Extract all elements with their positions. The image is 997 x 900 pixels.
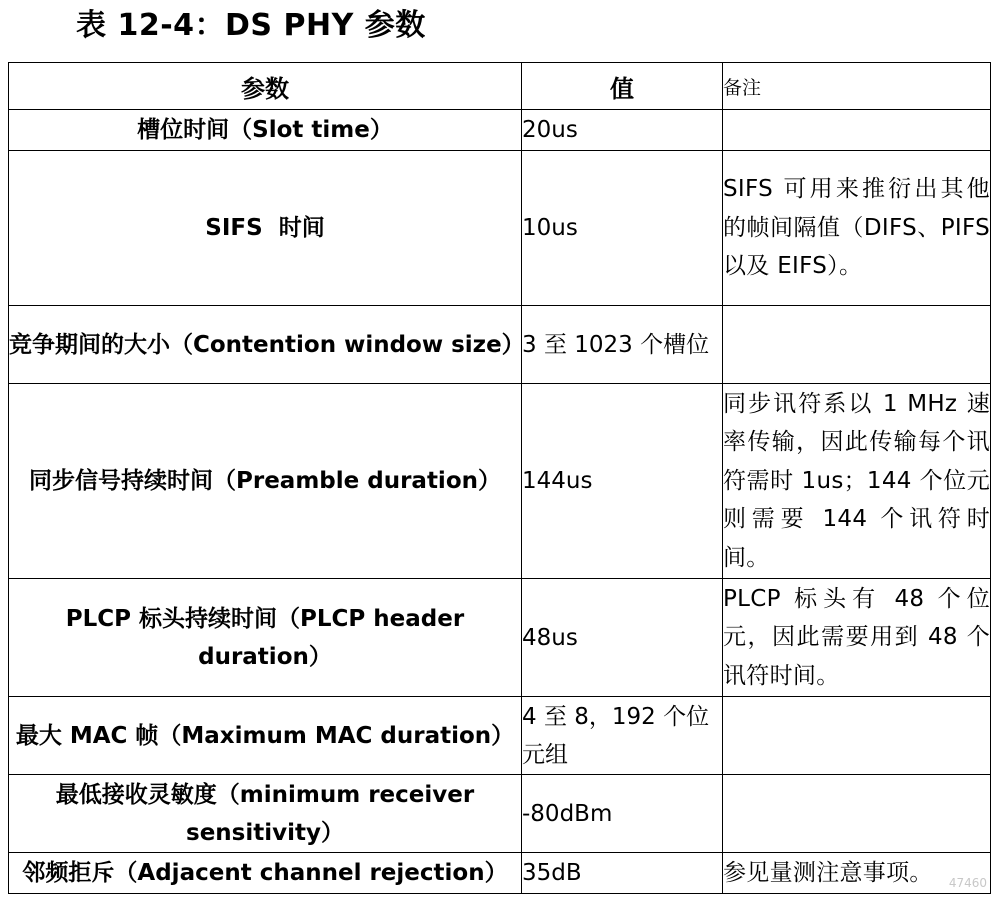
value-cell: 144us [522, 384, 723, 579]
value-cell: 48us [522, 579, 723, 697]
note-cell: 同步讯符系以 1 MHz 速率传输，因此传输每个讯符需时 1us；144 个位元则需要 144 个讯符时间。 [723, 384, 991, 579]
table-row [9, 775, 991, 853]
value-cell: -80dBm [522, 775, 723, 853]
value-cell: 35dB [522, 853, 723, 894]
note-cell: PLCP 标头有 48 个位元，因此需要用到 48 个讯符时间。 [723, 579, 991, 697]
table-header-row [9, 63, 991, 110]
param-cell: 同步信号持续时间（Preamble duration） [9, 384, 522, 579]
value-cell: 20us [522, 110, 723, 151]
note-cell: SIFS 可用来推衍出其他的帧间隔值（DIFS、PIFS 以及 EIFS）。 [723, 151, 991, 306]
table-row [9, 151, 991, 306]
note-cell [723, 306, 991, 384]
param-cell: 最大 MAC 帧（Maximum MAC duration） [9, 697, 522, 775]
table-row [9, 306, 991, 384]
param-cell: PLCP 标头持续时间（PLCP header duration） [9, 579, 522, 697]
table-row [9, 579, 991, 697]
param-cell: SIFS 时间 [9, 151, 522, 306]
param-cell: 竞争期间的大小（Contention window size） [9, 306, 522, 384]
value-cell: 4 至 8，192 个位元组 [522, 697, 723, 775]
table-row [9, 853, 991, 894]
phy-parameters-table [8, 62, 991, 894]
note-cell [723, 775, 991, 853]
table-row [9, 110, 991, 151]
param-cell: 槽位时间（Slot time） [9, 110, 522, 151]
table-row [9, 697, 991, 775]
param-cell: 邻频拒斥（Adjacent channel rejection） [9, 853, 522, 894]
note-cell [723, 110, 991, 151]
table-row [9, 384, 991, 579]
value-cell: 10us [522, 151, 723, 306]
value-cell: 3 至 1023 个槽位 [522, 306, 723, 384]
page-title: 表 12-4：DS PHY 参数 [76, 8, 426, 43]
note-cell: 参见量测注意事项。 [723, 853, 991, 894]
header-note: 备注 [723, 63, 991, 110]
header-value: 值 [522, 63, 723, 110]
param-cell: 最低接收灵敏度（minimum receiver sensitivity） [9, 775, 522, 853]
note-cell [723, 697, 991, 775]
watermark: 47460 [948, 876, 987, 890]
header-parameter: 参数 [9, 63, 522, 110]
